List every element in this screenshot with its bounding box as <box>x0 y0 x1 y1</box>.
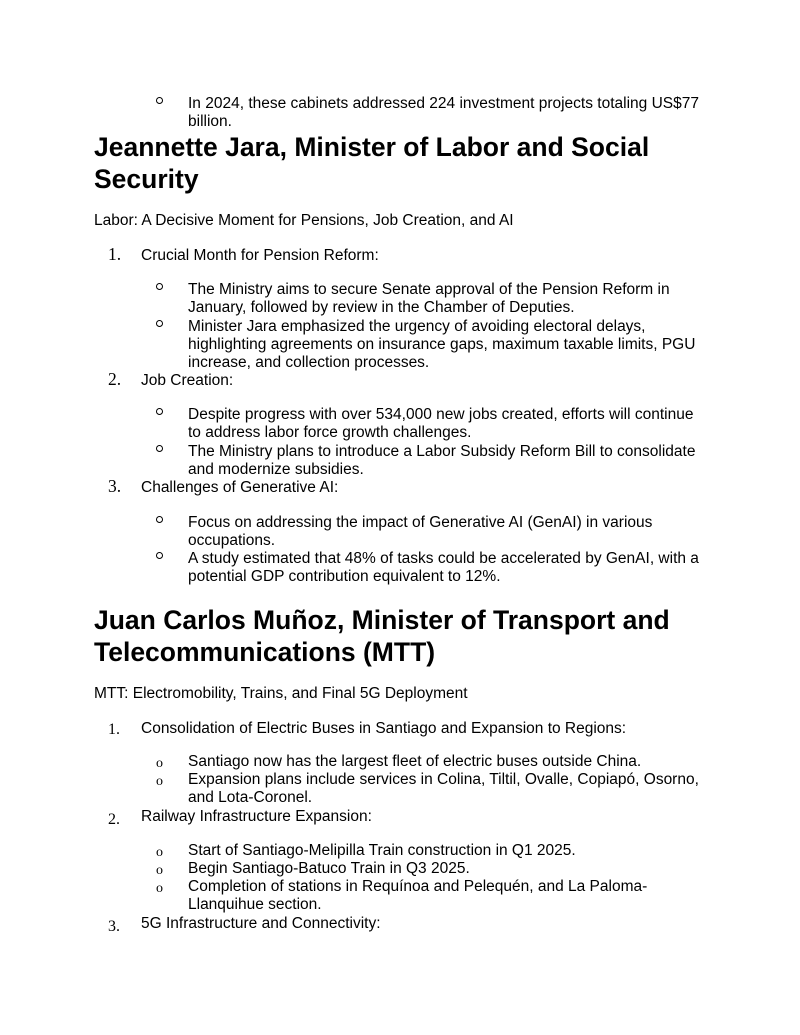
list-item-title: Crucial Month for Pension Reform: <box>141 247 379 264</box>
bullet-marker: o <box>156 756 163 771</box>
bullet-text: Llanquihue section. <box>188 896 322 913</box>
section-heading-jara-line-2: Security <box>94 164 199 194</box>
list-item-title: 5G Infrastructure and Connectivity: <box>141 915 381 932</box>
section-heading-munoz-line-1: Juan Carlos Muñoz, Minister of Transport and <box>94 605 670 635</box>
list-number: 3. <box>108 476 122 496</box>
list-item-title: Railway Infrastructure Expansion: <box>141 808 372 825</box>
bullet-text: The Ministry aims to secure Senate approval of the Pension Reform in <box>188 281 670 298</box>
bullet-marker <box>156 445 163 452</box>
bullet-text: potential GDP contribution equivalent to 12%. <box>188 568 501 585</box>
list-item-title: Challenges of Generative AI: <box>141 479 339 496</box>
section-subtitle-munoz: MTT: Electromobility, Trains, and Final 5G Deployment <box>94 685 468 702</box>
bullet-marker: o <box>156 845 163 860</box>
top-bullet-line-1: In 2024, these cabinets addressed 224 investment projects totaling US$77 <box>188 95 699 112</box>
bullet-marker <box>156 552 163 559</box>
list-item-title: Consolidation of Electric Buses in Santiago and Expansion to Regions: <box>141 720 627 737</box>
bullet-marker <box>156 320 163 327</box>
section-heading-munoz-line-2: Telecommunications (MTT) <box>94 637 436 667</box>
bullet-marker <box>156 516 163 523</box>
bullet-text: and Lota-Coronel. <box>188 789 313 806</box>
bullet-text: Completion of stations in Requínoa and Pelequén, and La Paloma- <box>188 878 648 895</box>
list-number: 2. <box>108 811 120 828</box>
list-number: 3. <box>108 918 120 935</box>
bullet-text: Begin Santiago-Batuco Train in Q3 2025. <box>188 860 470 877</box>
bullet-marker: o <box>156 774 163 789</box>
bullet-text: increase, and collection processes. <box>188 354 430 371</box>
list-number: 2. <box>108 369 122 389</box>
section-subtitle-jara: Labor: A Decisive Moment for Pensions, Job Creation, and AI <box>94 212 514 229</box>
top-bullet-line-2: billion. <box>188 113 232 130</box>
bullet-text: highlighting agreements on insurance gaps, maximum taxable limits, PGU <box>188 336 696 353</box>
bullet-text: The Ministry plans to introduce a Labor Subsidy Reform Bill to consolidate <box>188 443 696 460</box>
bullet-text: to address labor force growth challenges. <box>188 424 472 441</box>
section-heading-jara-line-1: Jeannette Jara, Minister of Labor and Social <box>94 132 650 162</box>
bullet-text: January, followed by review in the Chamber of Deputies. <box>188 299 575 316</box>
bullet-text: Despite progress with over 534,000 new jobs created, efforts will continue <box>188 406 694 423</box>
bullet-text: Minister Jara emphasized the urgency of avoiding electoral delays, <box>188 318 646 335</box>
bullet-text: occupations. <box>188 532 276 549</box>
bullet-marker: o <box>156 881 163 896</box>
bullet-text: Start of Santiago-Melipilla Train construction in Q1 2025. <box>188 842 576 859</box>
bullet-text: Santiago now has the largest fleet of electric buses outside China. <box>188 753 642 770</box>
bullet-text: A study estimated that 48% of tasks could be accelerated by GenAI, with a <box>188 550 699 567</box>
bullet-marker: o <box>156 863 163 878</box>
bullet-text: and modernize subsidies. <box>188 461 364 478</box>
list-number: 1. <box>108 721 120 738</box>
list-item-title: Job Creation: <box>141 372 234 389</box>
list-number: 1. <box>108 244 122 264</box>
bullet-text: Focus on addressing the impact of Generative AI (GenAI) in various <box>188 514 653 531</box>
bullet-text: Expansion plans include services in Colina, Tiltil, Ovalle, Copiapó, Osorno, <box>188 771 699 788</box>
bullet-marker <box>156 283 163 290</box>
bullet-marker <box>156 97 163 104</box>
bullet-marker <box>156 408 163 415</box>
